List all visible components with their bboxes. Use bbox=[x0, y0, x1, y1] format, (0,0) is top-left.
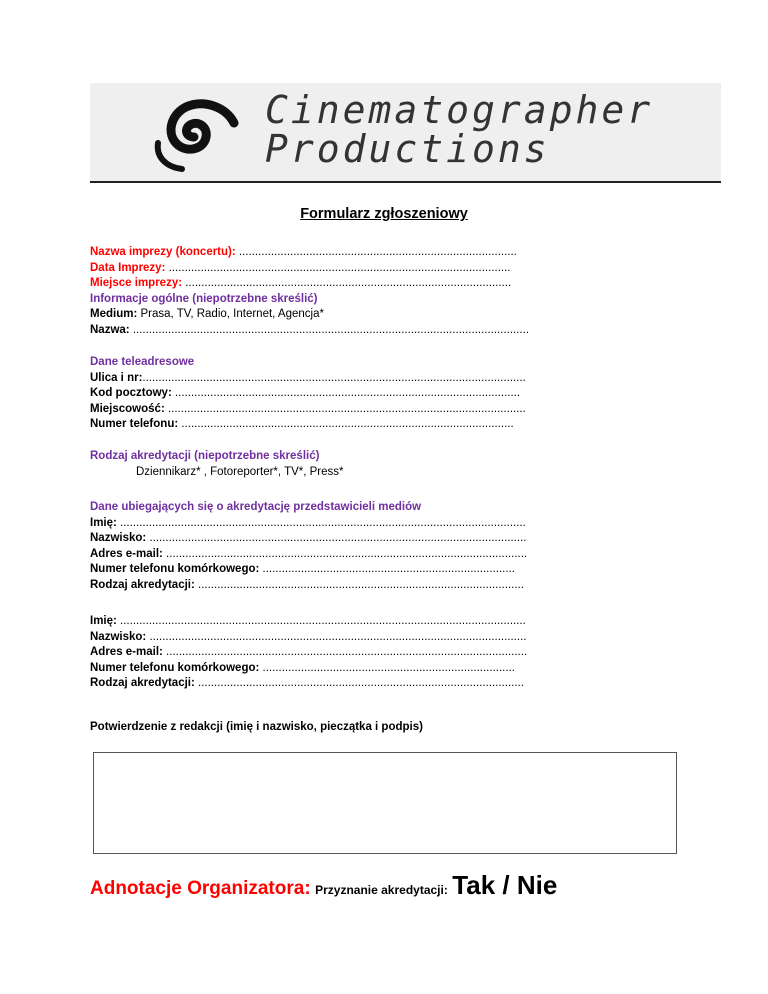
yes-no-answer[interactable]: Tak / Nie bbox=[452, 870, 558, 900]
applicant-2-mobile-line[interactable] bbox=[90, 661, 527, 677]
event-name-label: Nazwa imprezy (koncertu): bbox=[90, 246, 236, 258]
contact-heading: Dane teleadresowe bbox=[90, 356, 195, 368]
spiral-logo-icon bbox=[142, 91, 246, 173]
applicants-section bbox=[90, 500, 527, 594]
email-field[interactable]: ................................................................................................................. bbox=[162, 547, 528, 560]
applicant-1-email-line[interactable] bbox=[90, 547, 527, 563]
medium-options[interactable]: Prasa, TV, Radio, Internet, Agencja* bbox=[137, 308, 324, 321]
phone-label: Numer telefonu: bbox=[90, 418, 179, 431]
first-name-label: Imię: bbox=[90, 516, 117, 529]
first-name-label: Imię: bbox=[90, 615, 117, 627]
last-name-field[interactable]: ...................................................................................................................... bbox=[146, 532, 527, 545]
accreditation-label: Rodzaj akredytacji: bbox=[90, 578, 195, 591]
event-place-line[interactable] bbox=[90, 276, 529, 292]
confirmation-label: Potwierdzenie z redakcji (imię i nazwisko, pieczątka i podpis) bbox=[90, 721, 423, 733]
header-banner bbox=[90, 83, 721, 183]
medium-line[interactable] bbox=[90, 307, 529, 323]
mobile-label: Numer telefonu komórkowego: bbox=[90, 661, 260, 674]
applicant-1-mobile-line[interactable] bbox=[90, 562, 527, 578]
applicant-1-first-name-line[interactable] bbox=[90, 516, 527, 532]
general-info-heading: Informacje ogólne (niepotrzebne skreślić) bbox=[90, 292, 318, 305]
event-place-field[interactable]: ...................................................................................................... bbox=[182, 277, 512, 290]
event-date-field[interactable]: ........................................................................................................... bbox=[165, 261, 511, 274]
street-field[interactable]: ........................................................................................................................ bbox=[142, 371, 526, 384]
postal-code-line[interactable] bbox=[90, 386, 526, 402]
contact-section bbox=[90, 355, 526, 433]
brand-name bbox=[265, 88, 654, 171]
mobile-field[interactable]: ............................................................................... bbox=[259, 563, 515, 576]
last-name-label: Nazwisko: bbox=[90, 532, 147, 545]
last-name-label: Nazwisko: bbox=[90, 630, 147, 643]
postal-code-label: Kod pocztowy: bbox=[90, 387, 172, 400]
accreditation-options[interactable]: Dziennikarz* , Fotoreporter*, TV*, Press* bbox=[136, 465, 344, 478]
postal-code-field[interactable]: ............................................................................................................ bbox=[171, 387, 521, 400]
organizer-notes bbox=[90, 870, 557, 901]
event-date-line[interactable] bbox=[90, 261, 529, 277]
form-title: Formularz zgłoszeniowy bbox=[300, 206, 468, 222]
street-label: Ulica i nr: bbox=[90, 371, 143, 384]
applicant-2-email-line[interactable] bbox=[90, 645, 527, 661]
city-line[interactable] bbox=[90, 402, 526, 418]
email-field[interactable]: ................................................................................................................. bbox=[162, 646, 528, 659]
brand-line-2: Productions bbox=[265, 127, 550, 171]
applicant-1-accreditation-line[interactable] bbox=[90, 578, 527, 594]
first-name-field[interactable]: ............................................................................................................................... bbox=[116, 615, 526, 627]
accreditation-label: Rodzaj akredytacji: bbox=[90, 677, 195, 690]
event-name-line[interactable] bbox=[90, 245, 529, 261]
medium-label: Medium: bbox=[90, 308, 138, 321]
media-name-label: Nazwa: bbox=[90, 323, 130, 336]
granting-label: Przyznanie akredytacji: bbox=[315, 883, 448, 897]
applicants-heading: Dane ubiegających się o akredytację przedstawicieli mediów bbox=[90, 501, 422, 513]
city-label: Miejscowość: bbox=[90, 402, 165, 415]
event-name-field[interactable]: ....................................................................................... bbox=[235, 246, 517, 258]
applicant-2-last-name-line[interactable] bbox=[90, 630, 527, 646]
accreditation-type-heading: Rodzaj akredytacji (niepotrzebne skreślić) bbox=[90, 450, 320, 462]
mobile-field[interactable]: ............................................................................... bbox=[259, 661, 515, 674]
applicant-2-first-name-line[interactable] bbox=[90, 614, 527, 630]
media-name-line[interactable] bbox=[90, 323, 529, 339]
applicant-2-section bbox=[90, 614, 527, 692]
event-section bbox=[90, 245, 529, 339]
accreditation-field[interactable]: ...................................................................................................... bbox=[194, 677, 524, 690]
applicant-2-accreditation-line[interactable] bbox=[90, 676, 527, 692]
city-field[interactable]: ................................................................................................................ bbox=[164, 402, 526, 415]
brand-line-1: Cinematographer bbox=[265, 88, 654, 132]
applicant-1-last-name-line[interactable] bbox=[90, 531, 527, 547]
phone-field[interactable]: ........................................................................................................ bbox=[178, 418, 514, 431]
mobile-label: Numer telefonu komórkowego: bbox=[90, 563, 260, 576]
confirmation-section bbox=[90, 720, 423, 736]
event-place-label: Miejsce imprezy: bbox=[90, 277, 183, 290]
last-name-field[interactable]: ...................................................................................................................... bbox=[146, 630, 527, 643]
organizer-notes-label: Adnotacje Organizatora: bbox=[90, 878, 311, 899]
phone-line[interactable] bbox=[90, 417, 526, 433]
email-label: Adres e-mail: bbox=[90, 547, 163, 560]
media-name-field[interactable]: ............................................................................................................................ bbox=[129, 323, 530, 336]
confirmation-signature-box[interactable] bbox=[93, 752, 677, 854]
email-label: Adres e-mail: bbox=[90, 646, 163, 659]
first-name-field[interactable]: ............................................................................................................................... bbox=[116, 516, 526, 529]
event-date-label: Data Imprezy: bbox=[90, 261, 166, 274]
accreditation-field[interactable]: ...................................................................................................... bbox=[194, 578, 524, 591]
street-line[interactable] bbox=[90, 371, 526, 387]
accreditation-type-section bbox=[90, 449, 344, 480]
